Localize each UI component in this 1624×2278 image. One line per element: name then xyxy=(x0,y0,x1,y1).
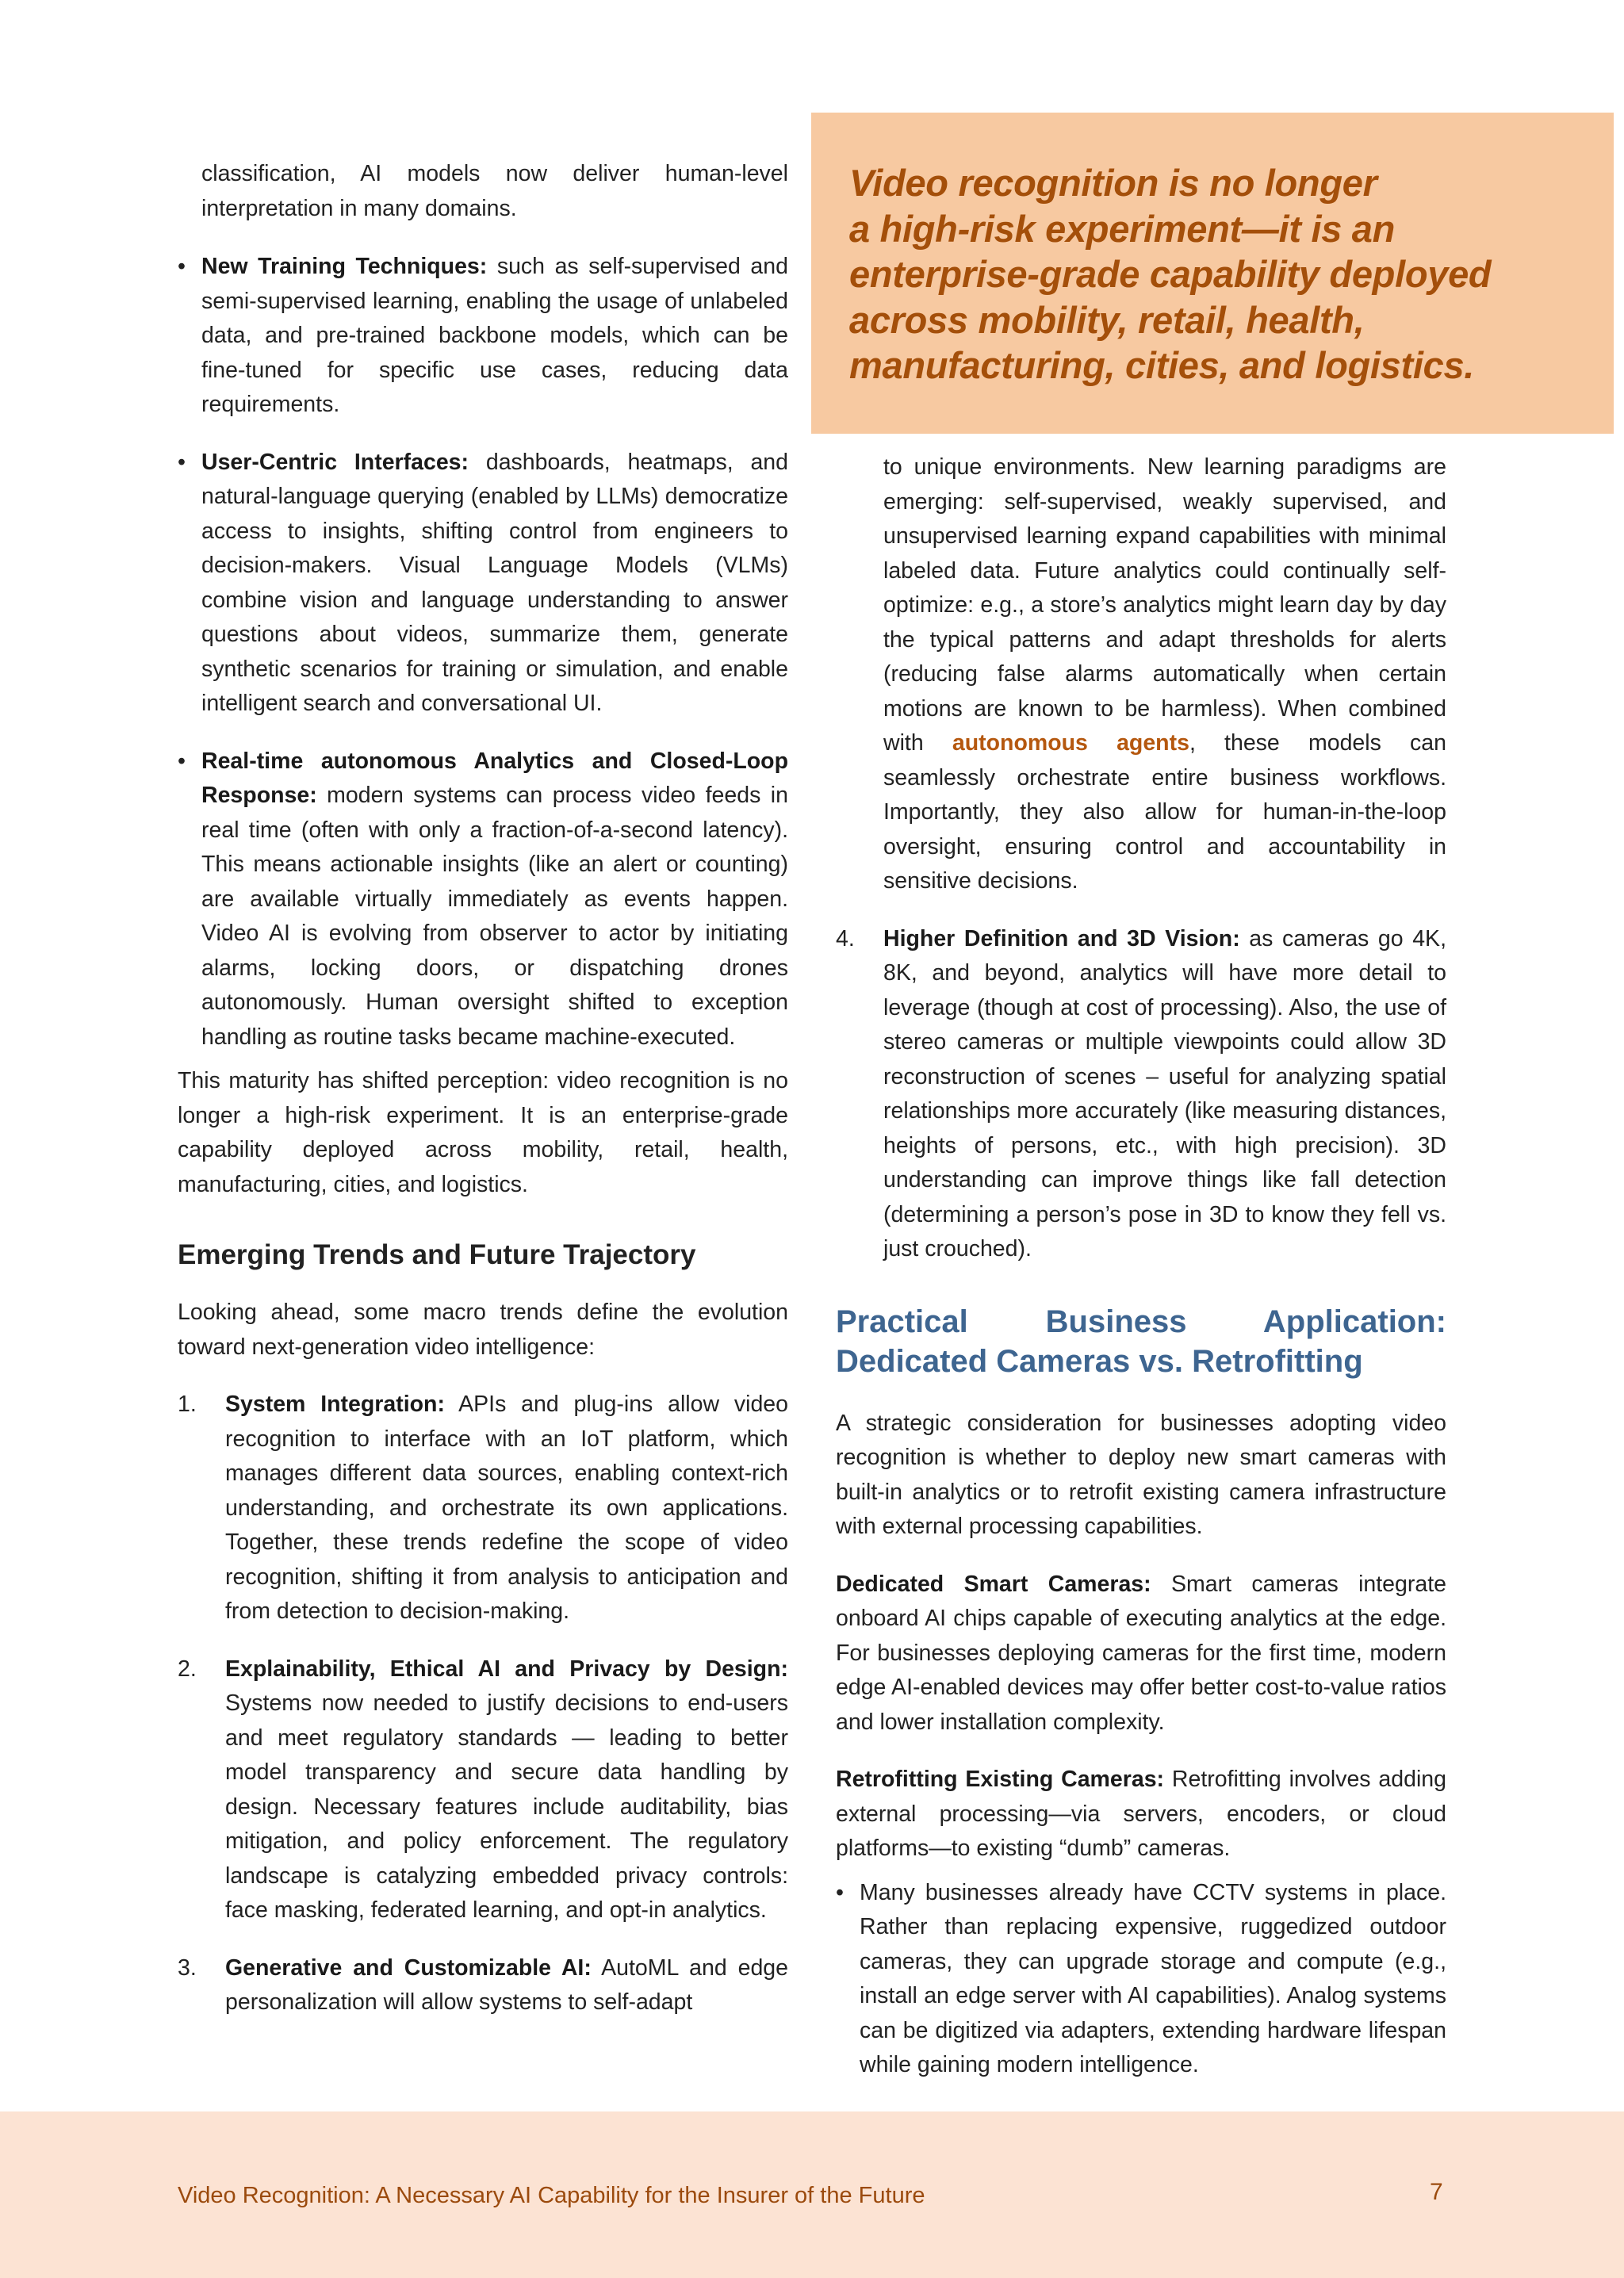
paragraph-text: Retrofitting involves adding external processing—via servers, encoders, or cloud platforms—to existing “dumb” cameras. xyxy=(836,1767,1446,1861)
maturity-paragraph: This maturity has shifted perception: video recognition is no longer a high-risk experiment. It is an enterprise-grade capability deployed across mobility, retail, health, manufacturing, cities, and logistics. xyxy=(178,1068,788,1197)
item-title: Higher Definition and 3D Vision: xyxy=(883,925,1240,951)
page-footer xyxy=(0,2111,1624,2278)
section-heading-practical: Practical Business Application: Dedicated Cameras vs. Retrofitting xyxy=(836,1304,1446,1379)
list-item xyxy=(178,250,788,423)
list-item xyxy=(836,450,1446,899)
paragraph-title: Retrofitting Existing Cameras: xyxy=(836,1767,1165,1792)
bullet-title: Real-time autonomous Analytics and Closed-Loop Response: xyxy=(201,748,788,808)
item-continuation: to unique environments. New learning paradigms are emerging: self-supervised, weakly supervised, and unsupervised learning expand capabilities with minimal labeled data. Future analytics could continually self-optimize: e.g., a store’s analytics might learn day by day the typical patterns and adapt thresholds for alerts (reducing false alarms automatically when certain motions are known to be harmless). When combined with xyxy=(883,454,1446,756)
bullet-text: such as self-supervised and semi-supervised learning, enabling the usage of unlabeled data, and pre-trained backbone models, which can be fine-tuned for specific use cases, reducing data requirements. xyxy=(201,254,788,417)
item-title: System Integration: xyxy=(225,1392,445,1417)
pull-quote-text: Video recognition is no longer a high-risk experiment—it is an enterprise-grade capability deployed across mobility, retail, health, manufacturing, cities, and logistics. xyxy=(849,162,1492,386)
page-number: 7 xyxy=(1430,2179,1443,2205)
item-text: APIs and plug-ins allow video recognition to interface with an IoT platform, which manages different data sources, enabling context-rich understanding, and orchestrate its own applications. Together, these trends redefine the scope of video recognition, shifting it from analysis to anticipation and from detection to decision-making. xyxy=(225,1392,788,1624)
left-column xyxy=(178,157,788,2020)
capability-bullet-list xyxy=(178,157,788,1055)
item-text: AutoML and edge personalization will allow systems to self-adapt xyxy=(225,1954,789,2015)
trends-numbered-list-continued xyxy=(836,450,1446,1267)
bullet-text: Many businesses already have CCTV systems in place. Rather than replacing expensive, ruggedized outdoor cameras, they can upgrade storage and compute (e.g., install an edge server with AI capabilities). Analog systems can be digitized via adapters, extending hardware lifespan while gaining modern intelligence. xyxy=(860,1879,1446,2077)
list-item xyxy=(178,1388,788,1629)
list-item xyxy=(178,1652,788,1928)
retrofit-paragraph xyxy=(836,1763,1446,1866)
intro-continuation: classification, AI models now deliver human-level interpretation in many domains. xyxy=(201,161,788,221)
list-item xyxy=(836,922,1446,1267)
list-item xyxy=(178,1951,788,2020)
dedicated-cameras-paragraph xyxy=(836,1568,1446,1740)
practical-intro: A strategic consideration for businesses adopting video recognition is whether to deploy new smart cameras with built-in analytics or to retrofit existing camera infrastructure with external processing capabilities. xyxy=(836,1410,1446,1539)
bullet-text: modern systems can process video feeds in real time (often with only a fraction-of-a-second latency). This means actionable insights (like an alert or counting) are available virtually immediately as events happen. Video AI is evolving from observer to actor by initiating alarms, locking doors, or dispatching drones autonomously. Human oversight shifted to exception handling as routine tasks became machine-executed. xyxy=(201,783,788,1050)
list-item xyxy=(178,446,788,722)
item-title: Explainability, Ethical AI and Privacy by Design: xyxy=(225,1656,788,1682)
trends-numbered-list xyxy=(178,1388,788,2020)
list-item xyxy=(836,1876,1446,2083)
list-item xyxy=(178,745,788,1055)
bullet-text: dashboards, heatmaps, and natural-language querying (enabled by LLMs) democratize access to insights, shifting control from engineers to decision-makers. Visual Language Models (VLMs) combine vision and language understanding to answer questions about videos, summarize them, generate synthetic scenarios for training or simulation, and enable intelligent search and conversational UI. xyxy=(201,449,788,716)
trends-intro: Looking ahead, some macro trends define the evolution toward next-generation video intelligence: xyxy=(178,1300,788,1360)
paragraph-title: Dedicated Smart Cameras: xyxy=(836,1571,1151,1597)
section-heading-trends: Emerging Trends and Future Trajectory xyxy=(178,1239,696,1270)
list-number: 1. xyxy=(178,1392,197,1417)
item-text: as cameras go 4K, 8K, and beyond, analytics will have more detail to leverage (though at cost of processing). Also, the use of stereo cameras or multiple viewpoints could allow 3D reconstruction of scenes – useful for analyzing spatial relationships more accurately (like measuring distances, heights of persons, etc., with high precision). 3D understanding can improve things like fall detection (determining a person’s pose in 3D to know they fell vs. just crouched). xyxy=(883,925,1446,1262)
list-item xyxy=(178,157,788,226)
bullet-title: New Training Techniques: xyxy=(201,254,488,279)
item-text: Systems now needed to justify decisions to end-users and meet regulatory standards — leading to better model transparency and secure data handling by design. Necessary features include auditability, bias mitigation, and policy enforcement. The regulatory landscape is catalyzing embedded privacy controls: face masking, federated learning, and opt-in analytics. xyxy=(225,1690,788,1923)
list-number: 3. xyxy=(178,1954,197,1981)
item-continuation: , these models can seamlessly orchestrate entire business workflows. Importantly, they also allow for human-in-the-loop oversight, ensuring control and accountability in sensitive decisions. xyxy=(883,730,1446,894)
item-title: Generative and Customizable AI: xyxy=(225,1954,592,1981)
paragraph-text: Smart cameras integrate onboard AI chips capable of executing analytics at the edge. For businesses deploying cameras for the first time, modern edge AI-enabled devices may offer better cost-to-value ratios and lower installation complexity. xyxy=(836,1571,1446,1735)
list-number: 2. xyxy=(178,1656,197,1682)
retrofit-bullet-list xyxy=(836,1876,1446,2083)
list-number: 4. xyxy=(836,925,855,951)
right-column xyxy=(836,450,1446,2083)
pull-quote xyxy=(811,113,1614,434)
footer-title: Video Recognition: A Necessary AI Capability for the Insurer of the Future xyxy=(178,2183,925,2208)
bullet-title: User-Centric Interfaces: xyxy=(201,449,469,475)
autonomous-agents-highlight: autonomous agents xyxy=(952,730,1189,756)
